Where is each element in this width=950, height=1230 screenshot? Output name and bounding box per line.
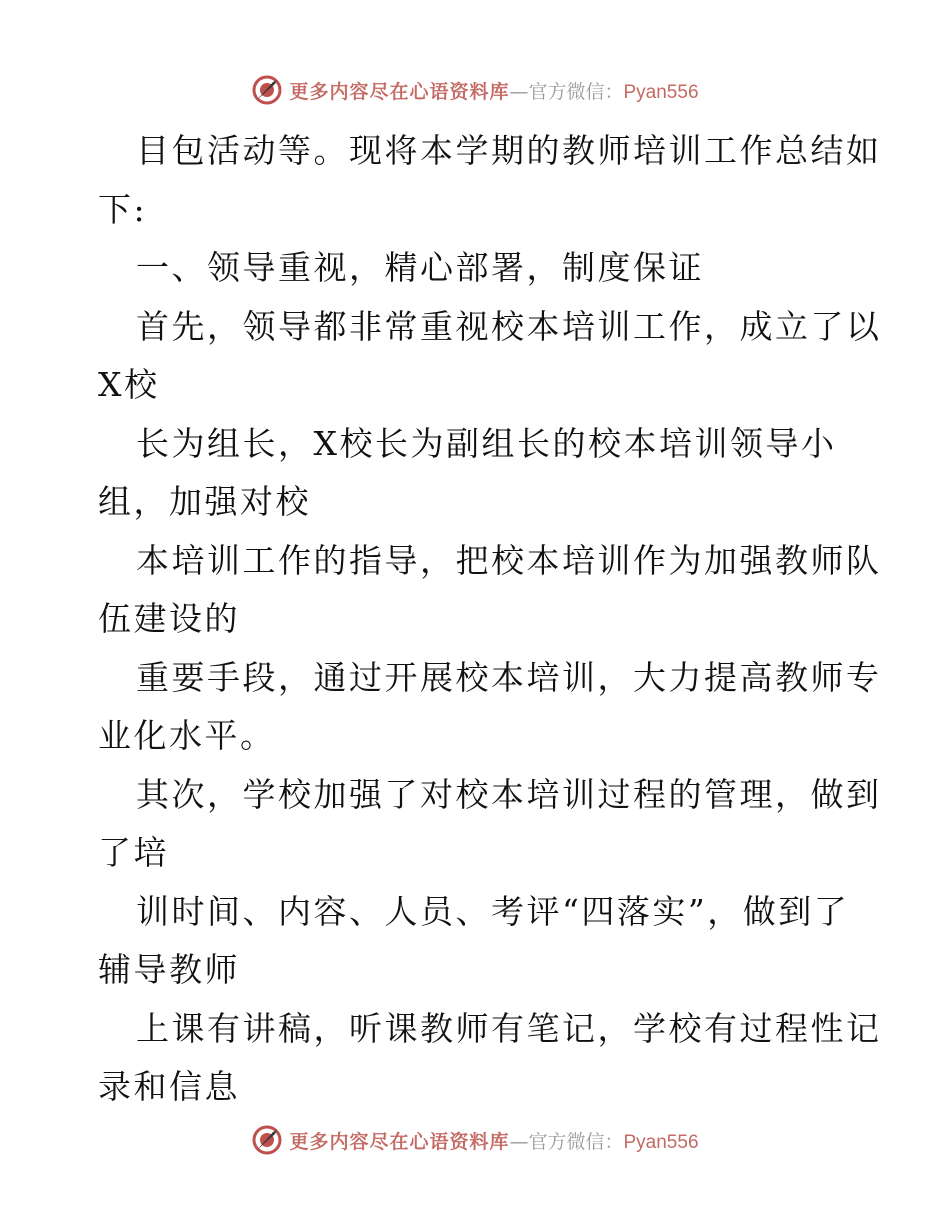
header-official-label: 官方微信： xyxy=(528,80,624,103)
text-line: 下: xyxy=(98,189,148,229)
footer-banner xyxy=(0,1120,950,1160)
quill-logo-icon xyxy=(251,1124,283,1156)
header-separator: — xyxy=(509,80,529,103)
footer-official-label: 官方微信： xyxy=(528,1130,624,1153)
text-line: 了培 xyxy=(98,833,169,872)
document-body xyxy=(98,122,882,1117)
text-line: 业化水平。 xyxy=(98,716,276,755)
text-line: 录和信息 xyxy=(98,1067,240,1106)
text-line: X校 xyxy=(98,365,160,404)
text-line: 辅导教师 xyxy=(98,950,240,989)
text-line: 组，加强对校 xyxy=(98,482,311,521)
footer-wechat-id: Pyan556 xyxy=(623,1131,699,1153)
text-line: 长为组长，X校长为副组长的校本培训领导小 xyxy=(136,423,837,463)
footer-separator: — xyxy=(509,1130,529,1153)
footer-text xyxy=(289,1127,698,1154)
text-line: 伍建设的 xyxy=(98,599,240,638)
text-line: 重要手段，通过开展校本培训，大力提高教师专 xyxy=(136,657,882,697)
text-line: 上课有讲稿，听课教师有笔记，学校有过程性记 xyxy=(136,1008,882,1048)
header-wechat-id: Pyan556 xyxy=(623,81,699,103)
footer-brand: 更多内容尽在心语资料库 xyxy=(289,1130,510,1153)
quill-logo-icon xyxy=(251,74,283,106)
text-line: 一、领导重视，精心部署，制度保证 xyxy=(136,248,704,287)
header-text xyxy=(289,77,698,104)
text-line: 本培训工作的指导，把校本培训作为加强教师队 xyxy=(136,540,882,580)
header-banner xyxy=(0,70,950,110)
text-line: 首先，领导都非常重视校本培训工作，成立了以 xyxy=(136,306,882,346)
text-line: 其次，学校加强了对校本培训过程的管理，做到 xyxy=(136,774,882,814)
header-brand: 更多内容尽在心语资料库 xyxy=(289,80,510,103)
text-line: 目包活动等。现将本学期的教师培训工作总结如 xyxy=(136,131,882,170)
text-line: 训时间、内容、人员、考评“四落实”，做到了 xyxy=(136,891,850,931)
